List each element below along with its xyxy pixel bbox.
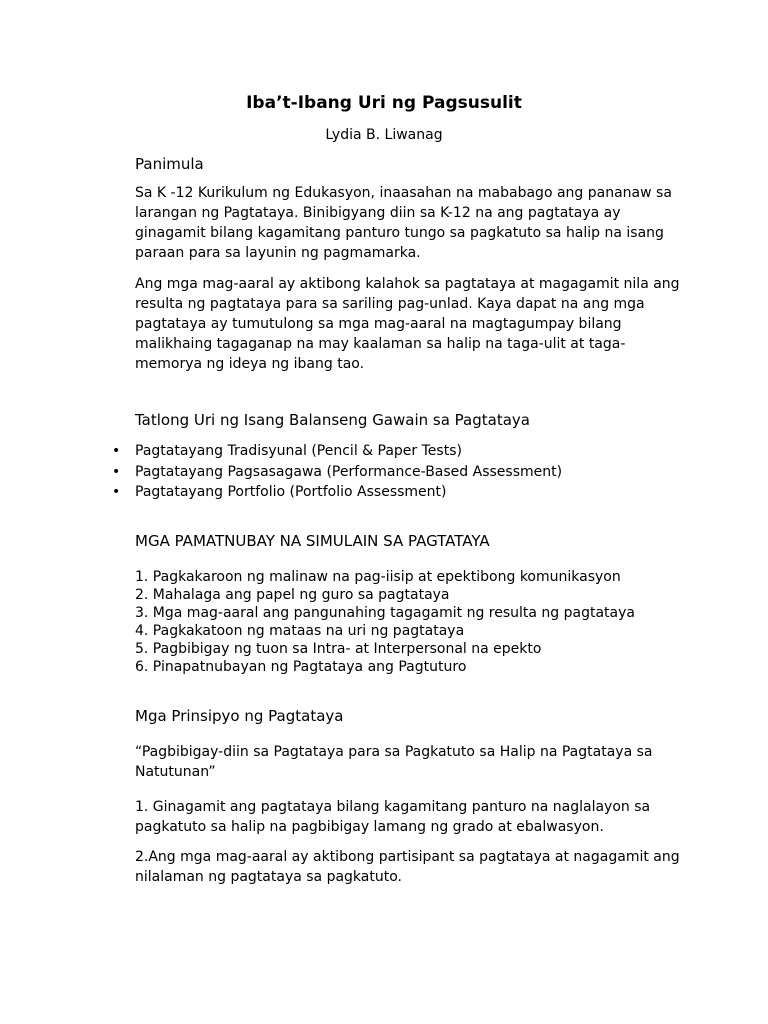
- section-heading-panimula: Panimula: [135, 155, 204, 173]
- author-name: Lydia B. Liwanag: [325, 127, 443, 143]
- prinsipyo-point-2: 2.Ang mga mag-aaral ay aktibong partisipant sa pagtataya at nagagamit ang nilalaman ng pagtataya sa pagkatuto.: [135, 849, 680, 885]
- numbered-list: [135, 568, 695, 676]
- bullet-icon: •: [112, 484, 121, 500]
- section-heading-prinsipyo: Mga Prinsipyo ng Pagtataya: [135, 707, 344, 725]
- prinsipyo-point-1: 1. Ginagamit ang pagtataya bilang kagamitang panturo na naglalayon sa pagkatuto sa halip na pagbibigay lamang ng grado at ebalwasyon.: [135, 799, 651, 835]
- section-heading-pamatnubay: MGA PAMATNUBAY NA SIMULAIN SA PAGTATAYA: [135, 532, 490, 550]
- list-item: 2. Mahalaga ang papel ng guro sa pagtataya: [135, 587, 450, 603]
- bullet-list: [110, 441, 710, 503]
- panimula-paragraph-1: Sa K -12 Kurikulum ng Edukasyon, inaasahan na mababago ang pananaw sa larangan ng Pagtataya. Binibigyang diin sa K-12 na ang pagtataya ay ginagamit bilang kagamitang panturo tungo sa pagkatuto sa halip na isang paraan para sa layunin ng pagmamarka.: [135, 185, 672, 261]
- section-heading-tatlong-uri: Tatlong Uri ng Isang Balanseng Gawain sa Pagtataya: [135, 411, 530, 429]
- bullet-icon: •: [112, 463, 121, 480]
- list-item: 1. Pagkakaroon ng malinaw na pag-iisip at epektibong komunikasyon: [135, 569, 621, 585]
- list-item: • Pagtatayang Portfolio (Portfolio Assessment): [110, 482, 710, 503]
- bullet-icon: •: [112, 443, 121, 459]
- document-title: Iba’t-Ibang Uri ng Pagsusulit: [246, 93, 522, 113]
- list-item: 3. Mga mag-aaral ang pangunahing tagagamit ng resulta ng pagtataya: [135, 605, 635, 621]
- list-item: • Pagtatayang Tradisyunal (Pencil & Paper Tests): [110, 441, 710, 462]
- list-item: 5. Pagbibigay ng tuon sa Intra- at Interpersonal na epekto: [135, 641, 542, 657]
- prinsipyo-quote: “Pagbibigay-diin sa Pagtataya para sa Pagkatuto sa Halip na Pagtataya sa Natutunan”: [135, 744, 653, 780]
- list-item: 4. Pagkakatoon ng mataas na uri ng pagtataya: [135, 623, 465, 639]
- list-item: • Pagtatayang Pagsasagawa (Performance-Based Assessment): [110, 462, 710, 483]
- panimula-paragraph-2: Ang mga mag-aaral ay aktibong kalahok sa pagtataya at magagamit nila ang resulta ng pagtataya para sa sariling pag-unlad. Kaya dapat na ang mga pagtataya ay tumutulong sa mga mag-aaral na magtagumpay bilang malikhaing tagaganap na may kaalaman sa halip na taga-ulit at taga-memorya ng ideya ng ibang tao.: [135, 276, 680, 372]
- list-item: 6. Pinapatnubayan ng Pagtataya ang Pagtuturo: [135, 659, 467, 675]
